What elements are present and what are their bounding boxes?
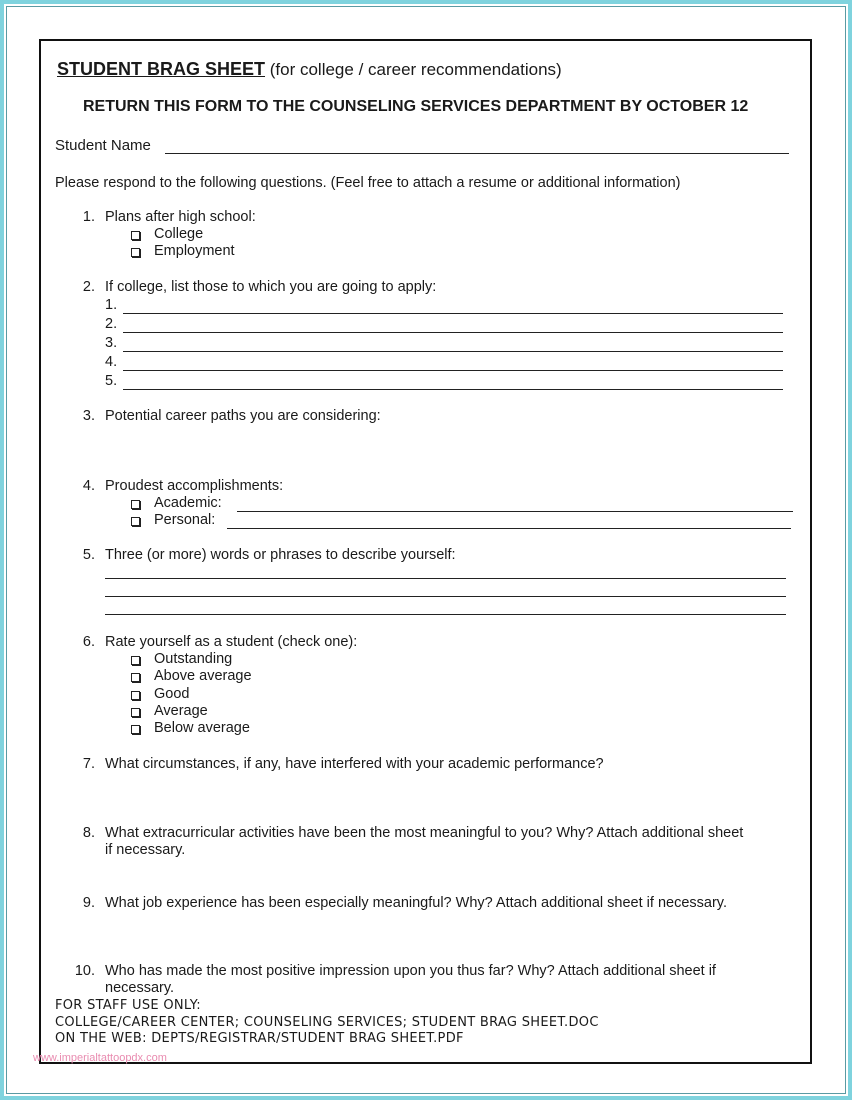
q6-average-checkbox[interactable] — [131, 708, 140, 717]
staff-file-path: COLLEGE/CAREER CENTER; COUNSELING SERVICES; STUDENT BRAG SHEET.DOC — [55, 1015, 599, 1030]
q6-number: 6. — [82, 634, 95, 650]
staff-web-path: ON THE WEB: DEPTS/REGISTRAR/STUDENT BRAG SHEET.PDF — [55, 1031, 464, 1046]
q4-number: 4. — [82, 478, 95, 494]
q8-text-cont: if necessary. — [105, 842, 186, 858]
q2-college-field-3[interactable] — [123, 351, 783, 352]
q10-text: Who has made the most positive impression upon you thus far? Why? Attach additional sheet if — [105, 963, 716, 979]
q10-text-cont: necessary. — [105, 980, 175, 996]
instructions: Please respond to the following questions. (Feel free to attach a resume or additional information) — [55, 175, 681, 191]
q4-academic-checkbox — [131, 500, 140, 509]
q6-above-average-checkbox[interactable] — [131, 673, 140, 682]
q8-text: What extracurricular activities have been the most meaningful to you? Why? Attach additional sheet — [105, 825, 744, 841]
q2-number: 2. — [82, 279, 95, 295]
q10-number: 10. — [74, 963, 95, 979]
q2-college-field-2[interactable] — [123, 332, 783, 333]
q1-text: Plans after high school: — [105, 209, 256, 225]
q6-option-good: Good — [154, 686, 190, 702]
q6-good-checkbox[interactable] — [131, 691, 140, 700]
q6-outstanding-checkbox[interactable] — [131, 656, 140, 665]
q2-text: If college, list those to which you are going to apply: — [105, 279, 437, 295]
return-notice: RETURN THIS FORM TO THE COUNSELING SERVICES DEPARTMENT BY OCTOBER 12 — [83, 98, 749, 115]
q2-college-field-5[interactable] — [123, 389, 783, 390]
q1-number: 1. — [82, 209, 95, 225]
student-name-field[interactable] — [165, 153, 789, 154]
watermark: www.imperialtattoopdx.com — [33, 1052, 167, 1064]
q6-option-outstanding: Outstanding — [154, 651, 233, 667]
student-name-label: Student Name — [55, 137, 151, 154]
form-title-main: STUDENT BRAG SHEET — [57, 59, 266, 79]
q4-option-personal: Personal: — [154, 512, 216, 528]
q2-line-label: 2. — [105, 316, 118, 332]
q7-text: What circumstances, if any, have interfered with your academic performance? — [105, 756, 604, 772]
q5-number: 5. — [82, 547, 95, 563]
q1-option-college: College — [154, 226, 204, 242]
form-title — [57, 59, 562, 80]
q4-personal-field[interactable] — [227, 528, 791, 529]
q5-text: Three (or more) words or phrases to describe yourself: — [105, 547, 456, 563]
q1-college-checkbox[interactable] — [131, 231, 140, 240]
q9-number: 9. — [82, 895, 95, 911]
q2-line-label: 1. — [105, 297, 118, 313]
q5-field-3[interactable] — [105, 614, 786, 615]
q6-text: Rate yourself as a student (check one): — [105, 634, 358, 650]
q2-line-label: 5. — [105, 373, 118, 389]
q4-option-academic: Academic: — [154, 495, 222, 511]
q2-college-field-1[interactable] — [123, 313, 783, 314]
q2-line-label: 4. — [105, 354, 118, 370]
q7-number: 7. — [82, 756, 95, 772]
q6-below-average-checkbox[interactable] — [131, 725, 140, 734]
q5-field-2[interactable] — [105, 596, 786, 597]
q5-field-1[interactable] — [105, 578, 786, 579]
q2-line-label: 3. — [105, 335, 118, 351]
form-subtitle: (for college / career recommendations) — [269, 60, 562, 79]
q6-option-above-average: Above average — [154, 668, 252, 684]
q3-number: 3. — [82, 408, 95, 424]
staff-use-label: FOR STAFF USE ONLY: — [55, 998, 201, 1013]
q4-academic-field[interactable] — [237, 511, 793, 512]
q4-personal-checkbox — [131, 517, 140, 526]
q6-option-below-average: Below average — [154, 720, 250, 736]
q1-employment-checkbox[interactable] — [131, 248, 140, 257]
q8-number: 8. — [82, 825, 95, 841]
q9-text: What job experience has been especially meaningful? Why? Attach additional sheet if necessary. — [105, 895, 727, 911]
q6-option-average: Average — [154, 703, 208, 719]
q2-college-field-4[interactable] — [123, 370, 783, 371]
q4-text: Proudest accomplishments: — [105, 478, 284, 494]
q3-text: Potential career paths you are considering: — [105, 408, 381, 424]
brag-sheet-form — [39, 39, 812, 1064]
q1-option-employment: Employment — [154, 243, 235, 259]
